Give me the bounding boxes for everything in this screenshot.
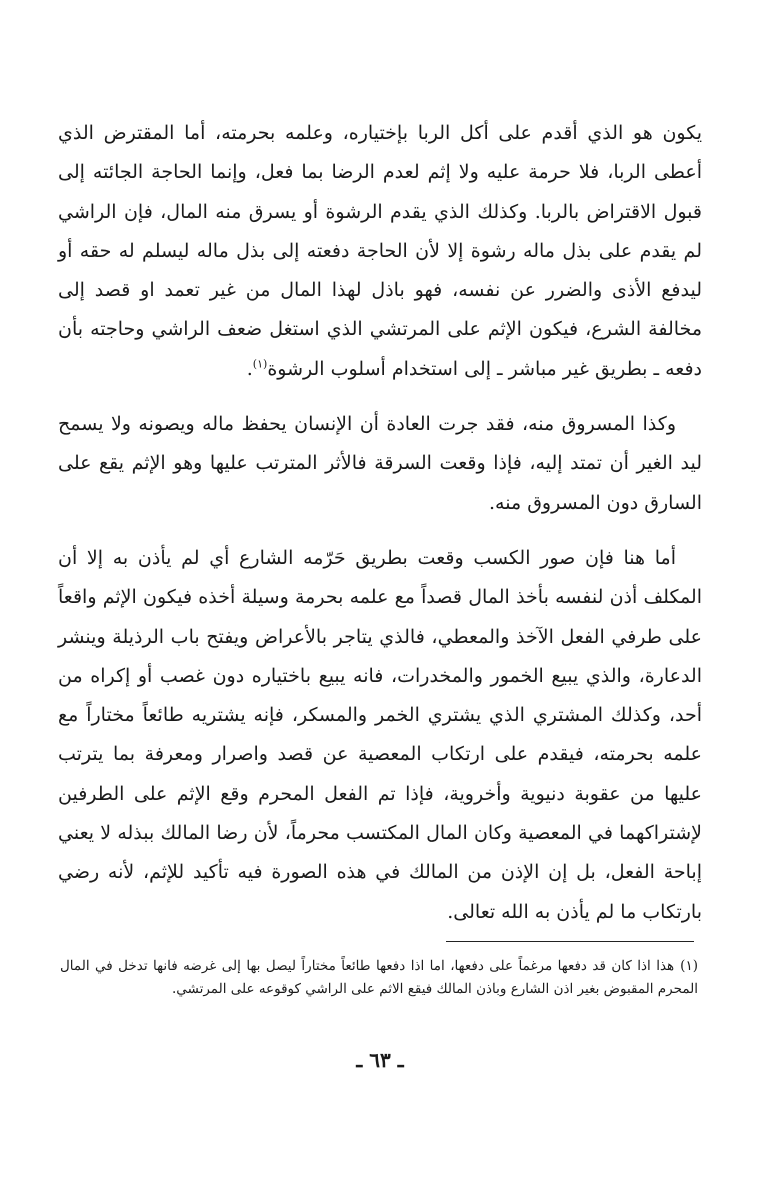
footnote <box>60 955 698 1000</box>
footnote-separator <box>446 941 694 942</box>
paragraph-1 <box>58 114 702 389</box>
footnote-marker: (١) <box>680 958 698 974</box>
paragraph-1-text: يكون هو الذي أقدم على أكل الربا بإختياره، وعلمه بحرمته، أما المقترض الذي أعطى الربا، فلا حرمة عليه ولا إثم لعدم الرضا بما فعل، وإنما الحاجة الجائته إلى قبول الاقتراض بالربا. وكذلك الذي يقدم الرشوة أو يسرق منه المال، فإن الراشي لم يقدم على بذل ماله رشوة إلا لأن الحاجة دفعته إلى بذل ماله ليسلم له حقه أو ليدفع الأذى والضرر عن نفسه، فهو باذل لهذا المال من غير تعمد او قصد إلى مخالفة الشرع، فيكون الإثم على المرتشي الذي استغل ضعف الراشي وحاجته بأن دفعه ـ بطريق غير مباشر ـ إلى استخدام أسلوب الرشوة <box>58 122 702 380</box>
paragraph-3: أما هنا فإن صور الكسب وقعت بطريق حَرّمه الشارع أي لم يأذن به إلا أن المكلف أذن لنفسه بأخذ المال قصداً مع علمه بحرمة وسيلة أخذه فيكون الإثم واقعاً على طرفي الفعل الآخذ والمعطي، فالذي يتاجر بالأعراض ويفتح باب الرذيلة وينشر الدعارة، والذي يبيع الخمور والمخدرات، فانه يبيع باختياره دون غصب أو إكراه من أحد، وكذلك المشتري الذي يشتري الخمر والمسكر، فإنه يشتريه طائعاً مختاراً مع علمه بحرمته، فيقدم على ارتكاب المعصية عن قصد واصرار ومعرفة بما يترتب عليها من عقوبة دنيوية وأخروية، فإذا تم الفعل المحرم وقع الإثم على الطرفين لإشتراكهما في المعصية وكان المال المكتسب محرماً، لأن رضا المالك ببذله لا يعني إباحة الفعل، بل إن الإذن من المالك في هذه الصورة فيه تأكيد للإثم، لأنه رضي بارتكاب ما لم يأذن به الله تعالى. <box>58 546 702 923</box>
page-number: ـ ٦٣ ـ <box>356 1048 404 1072</box>
footnote-entry <box>60 955 698 1000</box>
paragraph-2: وكذا المسروق منه، فقد جرت العادة أن الإنسان يحفظ ماله ويصونه ولا يسمح ليد الغير أن تمتد إليه، فإذا وقعت السرقة فالأثر المترتب عليها وهو الإثم يقع على السارق دون المسروق منه. <box>58 413 702 514</box>
footnote-text: هذا اذا كان قد دفعها مرغماً على دفعها، اما اذا دفعها طائعاً مختاراً ليصل بها إلى غرضه فانها تدخل في المال المحرم المقبوض بغير اذن الشارع وباذن المالك فيقع الاثم على الراشي كوقوعه على المرتشي. <box>60 958 698 997</box>
paragraph-1-tail: . <box>246 357 253 380</box>
body-text <box>58 114 702 932</box>
footnote-reference: (١) <box>252 357 268 371</box>
